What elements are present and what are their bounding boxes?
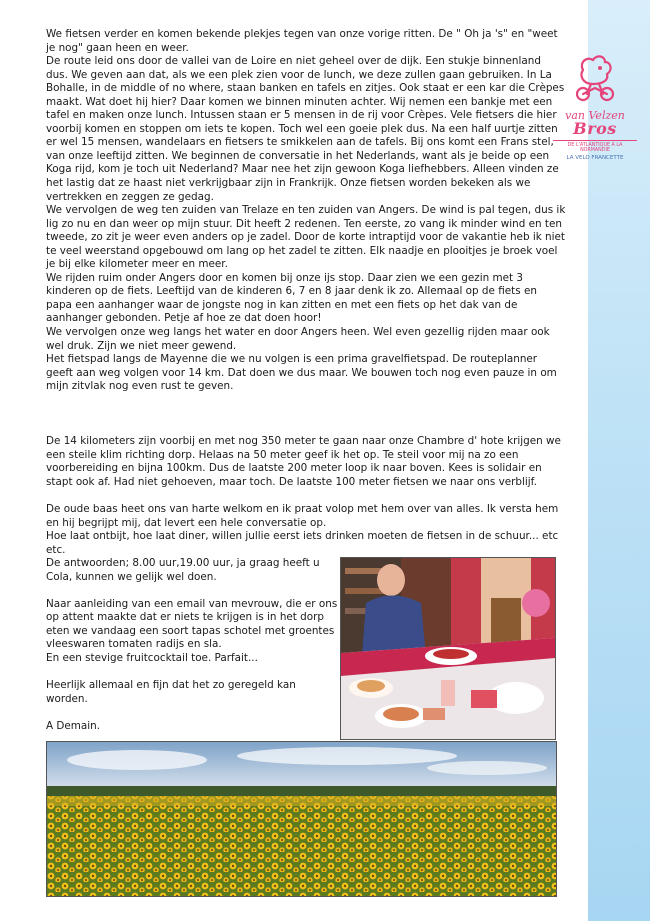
paragraph: De oude baas heet ons van harte welkom en ik praat volop met hem over van alles. Ik versta hem en hij begrijpt mij, dat levert een hele conversatie op. bbox=[46, 503, 559, 529]
paragraph: Naar aanleiding van een email van mevrouw, die er ons op attent maakte dat er niets te krijgen is in het dorp eten we vandaag een soort tapas schotel met groentes vleeswaren tomaten radijs en sla. bbox=[46, 597, 338, 651]
article-text-top bbox=[46, 28, 566, 394]
spacer bbox=[46, 665, 338, 679]
article-text-climb bbox=[46, 435, 566, 489]
dinner-table-photo bbox=[340, 557, 556, 740]
logo-route-name: LA VELO FRANCETTE bbox=[566, 155, 624, 161]
paragraph: De route leid ons door de vallei van de Loire en niet geheel over de dijk. Een stukje binnenland dus. We geven aan dat, als we een plek zien voor de lunch, we deze zullen gaan gebruiken. In La Bohalle, in de middle of no where, staan banken en tafels en zitjes. Ook staat er een kar die Crèpes maakt. Wat doet hij hier? Daar komen we binnen minuten achter. Wij nemen een bankje met een tafel en maken onze lunch. Intussen staan er 5 mensen in de rij voor Crèpes. Vele fietsers die hier voorbij komen en stoppen om iets te kopen. Toch wel een goeie plek dus. Na een half uurtje zitten er wel 15 mensen, wandelaars en fietsers te smikkelen aan de tafels. Bij ons komt een Frans stel, van onze leeftijd zitten. We beginnen de conversatie in het Nederlands, want als je beide op een Koga rijd, kom je toch uit Nederland? Maar nee het zijn gewoon Koga liefhebbers. Alleen vinden ze het lastig dat ze haast niet verkrijgbaar zijn in Frankrijk. Onze fietsen worden bekeken als we vertrekken en zeggen ze gedag. bbox=[46, 55, 565, 203]
spacer bbox=[46, 584, 338, 598]
spacer bbox=[46, 706, 338, 720]
logo-wordmark: van Velzen Bros bbox=[565, 109, 625, 138]
paragraph: En een stevige fruitcocktail toe. Parfait... bbox=[46, 651, 258, 664]
paragraph: We vervolgen de weg ten zuiden van Trelaze en ten zuiden van Angers. De wind is pal tegen, dus ik lig zo nu en dan weer op mijn stuur. Dit heeft 2 redenen. Ten eerste, zo vang ik minder wind en ten tweede, zo zit je weer even anders op je zadel. Door de korte intraptijd voor de vakantie heb ik niet te veel weerstand opgebouwd om lang op het zadel te zitten. Elk naadje en plooitjes je broek voel je bij elke kilometer meer en meer. bbox=[46, 204, 566, 271]
paragraph: Het fietspad langs de Mayenne die we nu volgen is een prima gravelfietspad. De routeplanner geeft aan weg volgen voor 14 km. Dat doen we dus maar. We bouwen toch nog even pauze in om mijn zitvlak nog even rust te geven. bbox=[46, 353, 557, 393]
paragraph: We vervolgen onze weg langs het water en door Angers heen. Wel even gezellig rijden maar ook wel druk. Zijn we niet meer gewend. bbox=[46, 326, 550, 352]
closing-line: A Demain. bbox=[46, 719, 101, 732]
sunflower-field-photo bbox=[46, 741, 557, 897]
paragraph: De 14 kilometers zijn voorbij en met nog 350 meter te gaan naar onze Chambre d' hote krijgen we een steile klim richting dorp. Helaas na 50 meter geef ik het op. Te steil voor mij na zo een voorbereiding en bijna 100km. Dus de laatste 200 meter loop ik naar boven. Kees is solidair en stapt ook af. Had niet gehoeven, maar toch. De laatste 100 meter fietsen we naar ons verblijf. bbox=[46, 435, 561, 488]
logo-tagline: DE L'ATLANTIQUE À LA NORMANDIE bbox=[553, 140, 637, 153]
article-text-host bbox=[46, 503, 566, 530]
paragraph: We fietsen verder en komen bekende plekjes tegen van onze vorige ritten. De " Oh ja 's" en "weet je nog" gaan heen en weer. bbox=[46, 28, 558, 54]
article-text-beside-photo bbox=[46, 530, 559, 733]
paragraph: De antwoorden; 8.00 uur,19.00 uur, ja graag heeft u Cola, kunnen we gelijk wel doen. bbox=[46, 557, 320, 583]
paragraph: Heerlijk allemaal en fijn dat het zo geregeld kan worden. bbox=[46, 679, 296, 705]
paragraph: Hoe laat ontbijt, hoe laat diner, willen jullie eerst iets drinken moeten de fietsen in de schuur... etc etc. bbox=[46, 530, 559, 556]
paragraph: We rijden ruim onder Angers door en komen bij onze ijs stop. Daar zien we een gezin met 3 kinderen op de fiets. Leeftijd van de kinderen 6, 7 en 8 jaar denk ik zo. Allemaal op de fiets en papa een aanhanger waar de jongste nog in kan zitten en met een fiets op het dak van de aanhanger gebonden. Petje af hoe ze dat doen hoor! bbox=[46, 271, 537, 325]
